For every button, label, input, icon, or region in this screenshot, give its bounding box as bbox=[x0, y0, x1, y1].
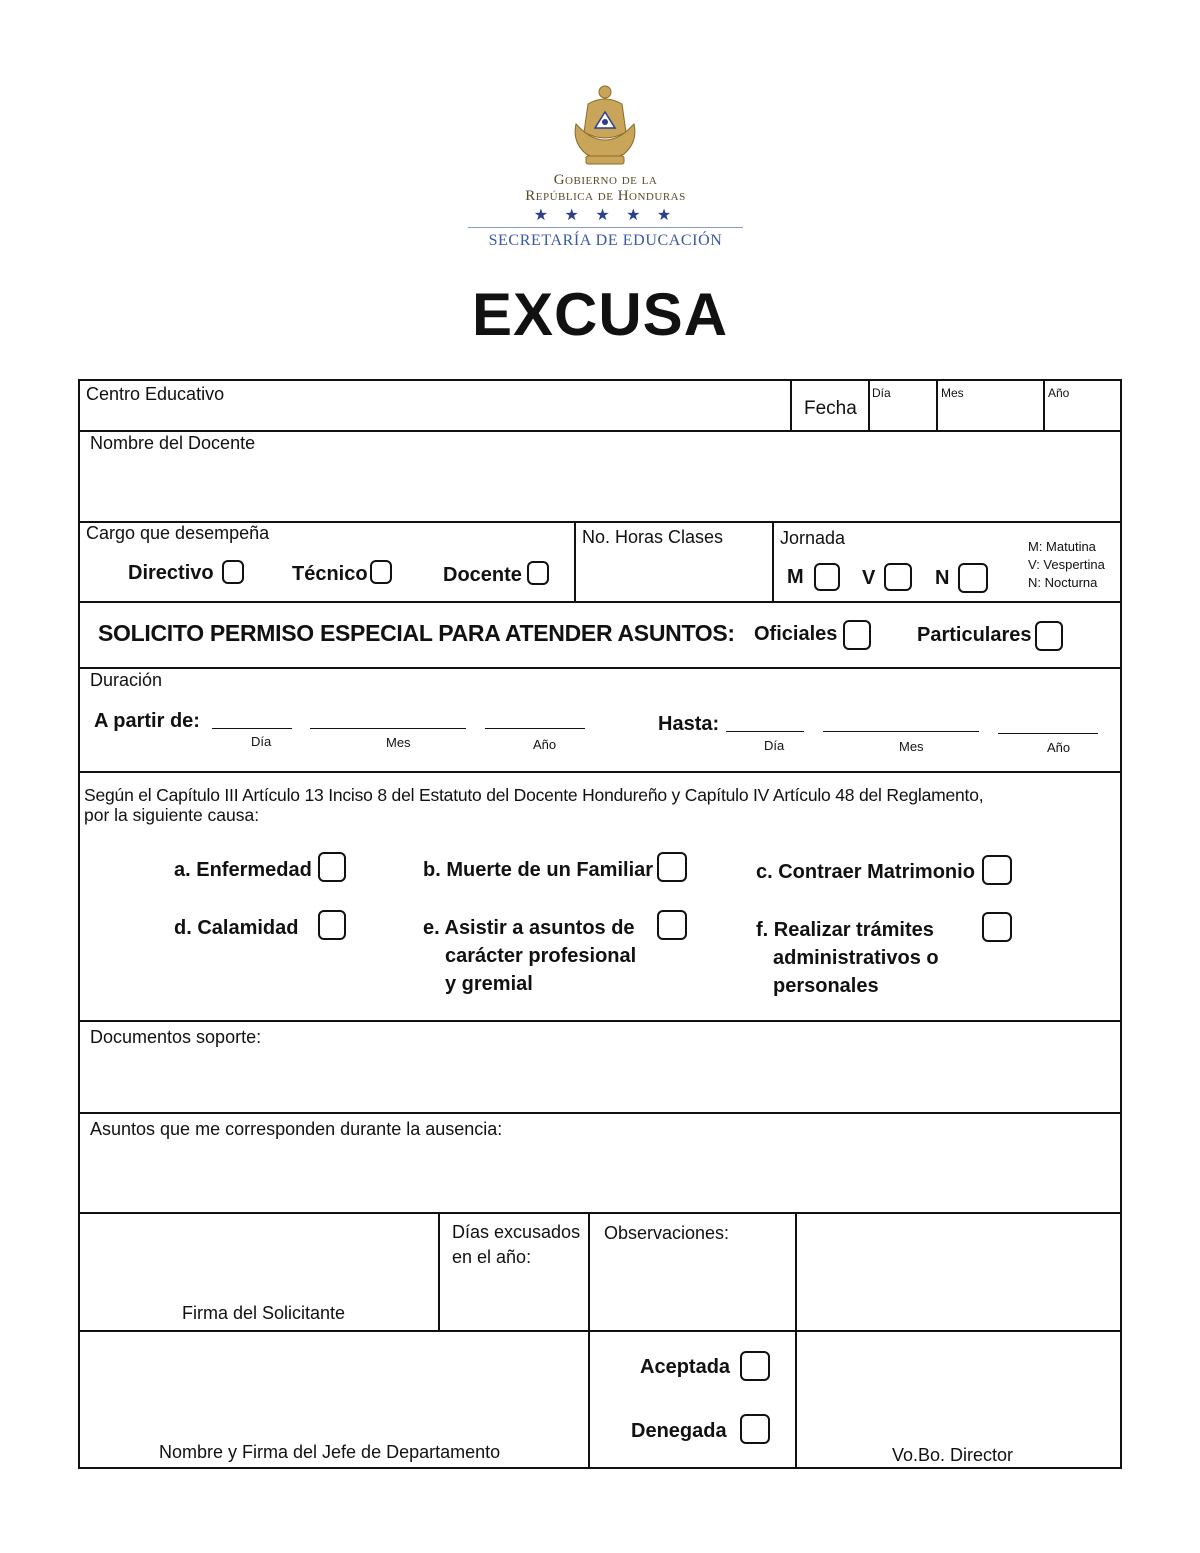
hasta-dia-caption: Día bbox=[764, 738, 785, 753]
dias-excusados-label-1: Días excusados bbox=[452, 1222, 581, 1242]
education-secretariat-logo bbox=[468, 84, 743, 256]
divider bbox=[588, 1213, 590, 1469]
divider bbox=[772, 522, 774, 602]
table-border-left bbox=[78, 379, 80, 1469]
jornada-n-label: N bbox=[935, 567, 950, 589]
fecha-mes-field[interactable] bbox=[939, 403, 1039, 429]
horas-clases-label: No. Horas Clases bbox=[582, 527, 724, 547]
cargo-label: Cargo que desempeña bbox=[86, 523, 270, 543]
causa-matrimonio-checkbox[interactable] bbox=[982, 855, 1012, 885]
firma-solicitante-area[interactable] bbox=[82, 1216, 434, 1296]
jefe-departamento-label: Nombre y Firma del Jefe de Departamento bbox=[159, 1442, 501, 1462]
logo-line-3: SECRETARÍA DE EDUCACIÓN bbox=[488, 232, 723, 249]
hasta-dia-line[interactable] bbox=[726, 731, 804, 732]
table-border-top bbox=[78, 379, 1122, 381]
causa-asuntos-profesional-checkbox[interactable] bbox=[657, 910, 687, 940]
logo-line-1: Gobierno de la bbox=[553, 172, 658, 188]
hasta-mes-caption: Mes bbox=[899, 739, 924, 754]
legend-vespertina: V: Vespertina bbox=[1028, 557, 1105, 572]
fecha-mes-label: Mes bbox=[941, 386, 964, 400]
documentos-soporte-field[interactable] bbox=[82, 1052, 1116, 1107]
causa-enfermedad-label: a. Enfermedad bbox=[174, 859, 312, 881]
fecha-dia-label: Día bbox=[872, 386, 891, 400]
legend-nocturna: N: Nocturna bbox=[1028, 575, 1098, 590]
vobo-director-area[interactable] bbox=[800, 1335, 1116, 1435]
desde-anio-caption: Año bbox=[533, 737, 557, 752]
asuntos-ausencia-label: Asuntos que me corresponden durante la ausencia: bbox=[90, 1119, 503, 1139]
causa-matrimonio-label: c. Contraer Matrimonio bbox=[756, 861, 975, 883]
aceptada-checkbox[interactable] bbox=[740, 1351, 770, 1381]
divider bbox=[795, 1213, 797, 1469]
duracion-label: Duración bbox=[90, 670, 163, 690]
estatuto-text-line1: Según el Capítulo III Artículo 13 Inciso 8 del Estatuto del Docente Hondureño y Capítulo IV Artículo 48 del Reglamento, bbox=[84, 785, 984, 805]
centro-educativo-field[interactable] bbox=[82, 408, 782, 428]
fecha-anio-field[interactable] bbox=[1046, 403, 1116, 429]
nombre-docente-label: Nombre del Docente bbox=[90, 433, 256, 453]
causa-tramites-label-3: personales bbox=[773, 975, 879, 997]
jornada-label: Jornada bbox=[780, 528, 846, 548]
divider bbox=[438, 1213, 440, 1331]
dias-excusados-label-2: en el año: bbox=[452, 1247, 532, 1267]
coat-of-arms-icon bbox=[568, 84, 643, 168]
causa-asuntos-profesional-label-2: carácter profesional bbox=[445, 945, 637, 967]
desde-dia-caption: Día bbox=[251, 734, 272, 749]
table-border-right bbox=[1120, 379, 1122, 1469]
divider bbox=[936, 381, 938, 431]
causa-asuntos-profesional-label-3: y gremial bbox=[445, 973, 533, 995]
causa-tramites-checkbox[interactable] bbox=[982, 912, 1012, 942]
hasta-anio-caption: Año bbox=[1047, 740, 1071, 755]
jefe-firma-area[interactable] bbox=[82, 1335, 582, 1435]
centro-educativo-label: Centro Educativo bbox=[86, 384, 225, 404]
row-divider bbox=[78, 430, 1122, 432]
causa-enfermedad-checkbox[interactable] bbox=[318, 852, 346, 882]
hasta-label: Hasta: bbox=[658, 713, 720, 735]
documentos-soporte-label: Documentos soporte: bbox=[90, 1027, 262, 1047]
fecha-label: Fecha bbox=[804, 398, 857, 419]
causa-calamidad-label: d. Calamidad bbox=[174, 917, 299, 939]
legend-matutina: M: Matutina bbox=[1028, 539, 1096, 554]
divider bbox=[868, 381, 870, 431]
causa-calamidad-checkbox[interactable] bbox=[318, 910, 346, 940]
row-divider bbox=[78, 1212, 1122, 1214]
jornada-v-checkbox[interactable] bbox=[884, 563, 912, 591]
jornada-n-checkbox[interactable] bbox=[958, 563, 988, 593]
divider bbox=[790, 381, 792, 431]
observaciones-field[interactable] bbox=[594, 1250, 790, 1326]
desde-dia-line[interactable] bbox=[212, 728, 292, 729]
tecnico-checkbox[interactable] bbox=[370, 560, 392, 584]
table-border-bottom bbox=[78, 1467, 1122, 1469]
firma-solicitante-label: Firma del Solicitante bbox=[182, 1303, 346, 1323]
vobo-director-label: Vo.Bo. Director bbox=[892, 1445, 1014, 1465]
causa-asuntos-profesional-label-1: e. Asistir a asuntos de bbox=[423, 917, 635, 939]
row-divider bbox=[78, 771, 1122, 773]
page-title: EXCUSA bbox=[471, 281, 729, 348]
tecnico-label: Técnico bbox=[292, 563, 368, 585]
docente-checkbox[interactable] bbox=[527, 561, 549, 585]
desde-mes-line[interactable] bbox=[310, 728, 466, 729]
jornada-m-label: M bbox=[787, 566, 804, 588]
estatuto-text-line2: por la siguiente causa: bbox=[84, 805, 260, 825]
row-divider bbox=[78, 601, 1122, 603]
docente-label: Docente bbox=[443, 564, 522, 586]
asuntos-ausencia-field[interactable] bbox=[82, 1145, 1116, 1203]
row-divider bbox=[78, 667, 1122, 669]
divider bbox=[1043, 381, 1045, 431]
jornada-m-checkbox[interactable] bbox=[814, 563, 840, 591]
directivo-checkbox[interactable] bbox=[222, 560, 244, 584]
oficiales-label: Oficiales bbox=[754, 623, 838, 645]
desde-mes-caption: Mes bbox=[386, 735, 411, 750]
row-divider bbox=[78, 1020, 1122, 1022]
particulares-label: Particulares bbox=[917, 624, 1032, 646]
divider bbox=[574, 522, 576, 602]
observaciones-label: Observaciones: bbox=[604, 1223, 730, 1243]
hasta-anio-line[interactable] bbox=[998, 733, 1098, 734]
row-divider bbox=[78, 1112, 1122, 1114]
directivo-label: Directivo bbox=[128, 562, 214, 584]
jornada-v-label: V bbox=[862, 567, 876, 589]
fecha-dia-field[interactable] bbox=[871, 403, 933, 429]
aceptada-label: Aceptada bbox=[640, 1356, 731, 1378]
causa-tramites-label-1: f. Realizar trámites bbox=[756, 919, 934, 941]
logo-stars: ★ ★ ★ ★ ★ bbox=[533, 207, 678, 224]
denegada-label: Denegada bbox=[631, 1420, 727, 1442]
causa-tramites-label-2: administrativos o bbox=[773, 947, 939, 969]
dias-excusados-field[interactable] bbox=[444, 1272, 584, 1327]
denegada-checkbox[interactable] bbox=[740, 1414, 770, 1444]
solicito-permiso-heading: SOLICITO PERMISO ESPECIAL PARA ATENDER ASUNTOS: bbox=[98, 620, 735, 646]
hasta-mes-line[interactable] bbox=[823, 731, 979, 732]
desde-anio-line[interactable] bbox=[485, 728, 585, 729]
logo-line-2: República de Honduras bbox=[525, 188, 686, 204]
a-partir-de-label: A partir de: bbox=[94, 710, 200, 732]
particulares-checkbox[interactable] bbox=[1035, 621, 1063, 651]
horas-clases-field[interactable] bbox=[580, 552, 766, 598]
causa-muerte-familiar-checkbox[interactable] bbox=[657, 852, 687, 882]
fecha-anio-label: Año bbox=[1048, 386, 1070, 400]
logo-rule bbox=[468, 227, 743, 228]
oficiales-checkbox[interactable] bbox=[843, 620, 871, 650]
row-divider bbox=[78, 1330, 1122, 1332]
nombre-docente-field[interactable] bbox=[82, 460, 1116, 516]
causa-muerte-familiar-label: b. Muerte de un Familiar bbox=[423, 859, 654, 881]
